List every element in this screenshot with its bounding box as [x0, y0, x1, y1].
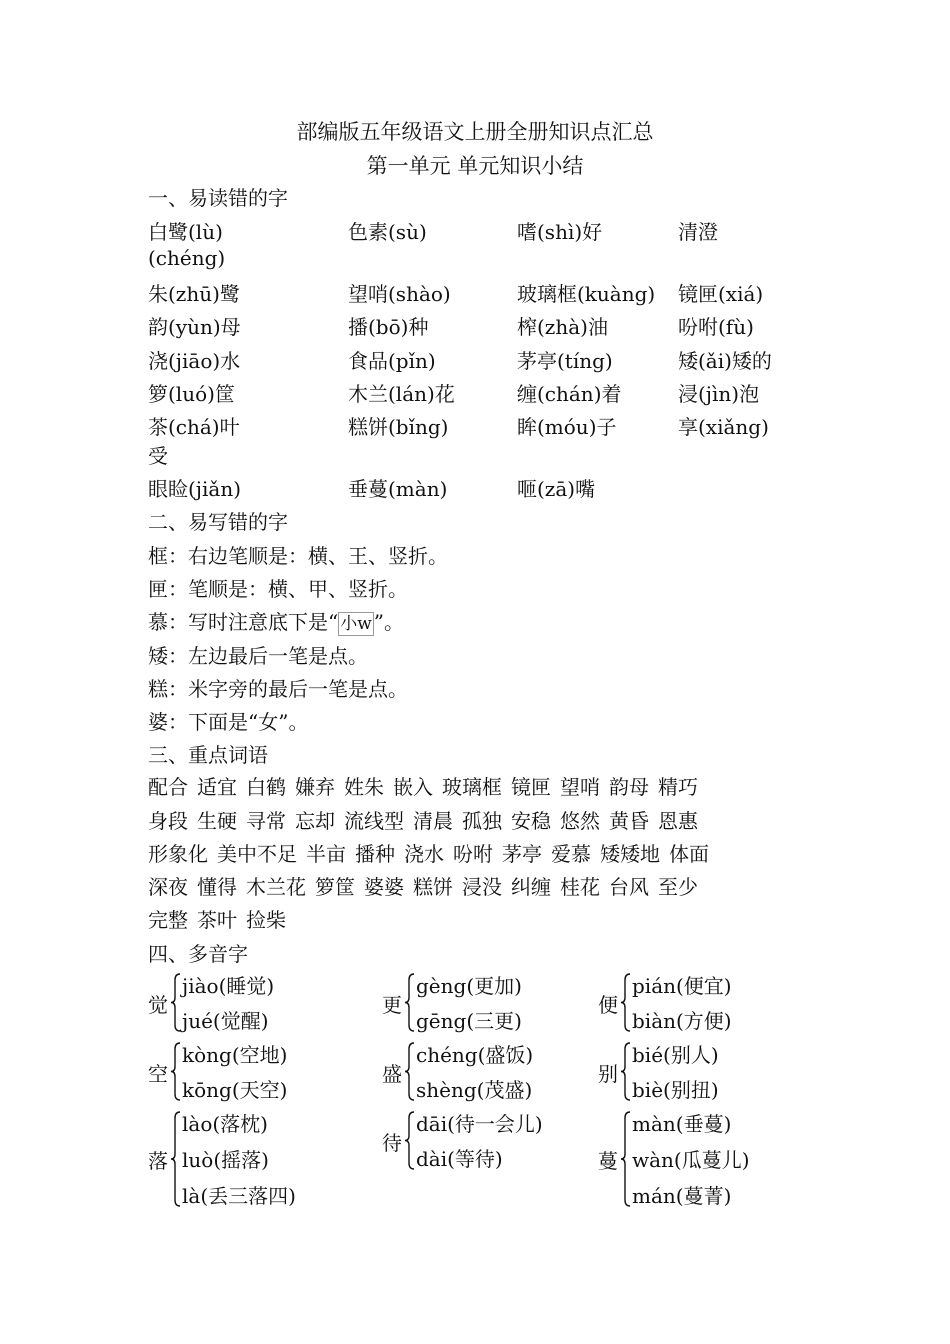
key-words-line: [148, 771, 707, 800]
writing-note: 矮：左边最后一笔是点。: [148, 644, 368, 668]
key-word: 浇水: [404, 842, 444, 866]
brace-icon: [404, 1110, 416, 1171]
brace-icon: [620, 1041, 632, 1102]
reading-item: 享(xiǎng): [678, 415, 769, 439]
writing-note: [148, 606, 404, 636]
polyphone-reading: lào(落枕): [182, 1112, 268, 1136]
brace-icon: [620, 1110, 632, 1208]
polyphone-reading: luò(摇落): [182, 1148, 269, 1172]
reading-item: 望哨(shào): [348, 282, 451, 306]
key-word: 望哨: [560, 775, 600, 799]
reading-item: 韵(yùn)母: [148, 315, 241, 339]
reading-item-wrap: (chéng): [148, 246, 226, 270]
polyphone-reading: màn(垂蔓): [632, 1112, 732, 1136]
polyphone-reading: shèng(茂盛): [416, 1078, 533, 1102]
key-word: 玻璃框: [442, 775, 502, 799]
key-words-line: [148, 838, 718, 867]
key-word: 深夜: [148, 875, 188, 899]
reading-item: 清澄: [678, 220, 718, 244]
key-word: 爱慕: [551, 842, 591, 866]
reading-item: 色素(sù): [348, 220, 427, 244]
polyphone-reading: chéng(盛饭): [416, 1043, 534, 1067]
key-word: 清晨: [413, 809, 453, 833]
key-word: 吩咐: [453, 842, 493, 866]
section-heading-polyphones: 四、多音字: [148, 942, 248, 966]
key-words-line: [148, 805, 707, 834]
key-word: 纠缠: [511, 875, 551, 899]
reading-item: 玻璃框(kuàng): [517, 282, 656, 306]
polyphone-char: 待: [382, 1130, 402, 1155]
key-word: 配合: [148, 775, 188, 799]
reading-item: 镜匣(xiá): [678, 282, 764, 306]
polyphone-reading: biè(别扭): [632, 1078, 719, 1102]
key-word: 悠然: [560, 809, 600, 833]
key-word: 桂花: [560, 875, 600, 899]
polyphone-reading: kòng(空地): [182, 1043, 288, 1067]
polyphone-reading: kōng(天空): [182, 1078, 288, 1102]
key-word: 懂得: [197, 875, 237, 899]
reading-item: 浸(jìn)泡: [678, 382, 760, 406]
writing-note-text: ”。: [373, 610, 405, 634]
polyphone-char: 便: [598, 992, 618, 1017]
key-word: 精巧: [658, 775, 698, 799]
writing-note: 婆：下面是“女”。: [148, 710, 309, 734]
unit-subtitle: 第一单元 单元知识小结: [366, 154, 584, 178]
key-word: 播种: [355, 842, 395, 866]
polyphone-reading: bié(别人): [632, 1043, 719, 1067]
brace-icon: [404, 972, 416, 1033]
reading-item: 眼睑(jiǎn): [148, 477, 242, 501]
key-word: 姓朱: [344, 775, 384, 799]
brace-icon: [170, 1041, 182, 1102]
key-word: 镜匣: [511, 775, 551, 799]
key-word: 糕饼: [413, 875, 453, 899]
writing-note: 糕：米字旁的最后一笔是点。: [148, 677, 408, 701]
polyphone-reading: jué(觉醒): [182, 1009, 269, 1033]
reading-item: 白鹭(lù): [148, 220, 223, 244]
key-word: 婆婆: [364, 875, 404, 899]
key-word: 韵母: [609, 775, 649, 799]
polyphone-reading: dāi(待一会儿): [416, 1112, 543, 1136]
key-word: 美中不足: [217, 842, 297, 866]
reading-item: 嗜(shì)好: [517, 220, 603, 244]
reading-item: 榨(zhà)油: [517, 315, 608, 339]
key-word: 茶叶: [197, 908, 237, 932]
key-word: 半亩: [306, 842, 346, 866]
key-word: 台风: [609, 875, 649, 899]
key-words-line: [148, 904, 295, 933]
key-word: 嫌弃: [295, 775, 335, 799]
polyphone-reading: biàn(方便): [632, 1009, 732, 1033]
key-word: 形象化: [148, 842, 208, 866]
key-word: 嵌入: [393, 775, 433, 799]
key-word: 浸没: [462, 875, 502, 899]
writing-note: 匣：笔顺是：横、甲、竖折。: [148, 577, 408, 601]
polyphone-char: 别: [598, 1061, 618, 1086]
key-words-line: [148, 871, 707, 900]
brace-icon: [170, 1110, 182, 1208]
section-heading-miswritten: 二、易写错的字: [148, 510, 288, 534]
polyphone-char: 蔓: [598, 1149, 618, 1173]
brace-icon: [620, 972, 632, 1033]
key-word: 恩惠: [658, 809, 698, 833]
reading-item: 茶(chá)叶: [148, 415, 240, 439]
reading-item: 播(bō)种: [348, 315, 429, 339]
key-word: 孤独: [462, 809, 502, 833]
writing-note: 框：右边笔顺是：横、王、竖折。: [148, 544, 448, 568]
brace-icon: [170, 972, 182, 1033]
key-word: 箩筐: [315, 875, 355, 899]
polyphone-reading: gèng(更加): [416, 974, 522, 998]
polyphone-char: 落: [148, 1149, 168, 1173]
reading-item: 眸(móu)子: [517, 415, 617, 439]
key-word: 安稳: [511, 809, 551, 833]
key-word: 身段: [148, 809, 188, 833]
key-word: 黄昏: [609, 809, 649, 833]
polyphone-reading: gēng(三更): [416, 1009, 522, 1033]
reading-item: 茅亭(tíng): [517, 349, 613, 373]
key-word: 至少: [658, 875, 698, 899]
key-word: 适宜: [197, 775, 237, 799]
reading-item: 缠(chán)着: [517, 382, 622, 406]
reading-item: 咂(zā)嘴: [517, 477, 596, 501]
reading-item-wrap: 受: [148, 444, 168, 468]
section-heading-key-words: 三、重点词语: [148, 743, 268, 767]
polyphone-reading: dài(等待): [416, 1147, 503, 1171]
key-word: 矮矮地: [600, 842, 660, 866]
section-heading-misread: 一、易读错的字: [148, 186, 288, 210]
reading-item: 垂蔓(màn): [348, 477, 448, 501]
key-word: 茅亭: [502, 842, 542, 866]
reading-item: 食品(pǐn): [348, 349, 436, 373]
key-word: 体面: [669, 842, 709, 866]
brace-icon: [404, 1041, 416, 1102]
polyphone-char: 更: [382, 992, 402, 1017]
key-word: 寻常: [246, 809, 286, 833]
key-word: 完整: [148, 908, 188, 932]
stroke-component-glyph: 小w: [340, 614, 372, 634]
polyphone-char: 觉: [148, 992, 168, 1017]
reading-item: 木兰(lán)花: [348, 382, 455, 406]
polyphone-reading: jiào(睡觉): [182, 974, 275, 998]
polyphone-reading: là(丢三落四): [182, 1184, 296, 1208]
polyphone-reading: wàn(瓜蔓儿): [632, 1148, 750, 1172]
key-word: 流线型: [344, 809, 404, 833]
polyphone-reading: mán(蔓菁): [632, 1184, 732, 1208]
reading-item: 矮(ǎi)矮的: [678, 349, 772, 373]
key-word: 白鹤: [246, 775, 286, 799]
polyphone-char: 空: [148, 1061, 168, 1086]
reading-item: 糕饼(bǐng): [348, 415, 449, 439]
document-title: 部编版五年级语文上册全册知识点汇总: [296, 120, 654, 144]
writing-note-text: 慕：写时注意底下是“: [148, 610, 339, 634]
key-word: 木兰花: [246, 875, 306, 899]
reading-item: 箩(luó)筐: [148, 382, 235, 406]
key-word: 忘却: [295, 809, 335, 833]
reading-item: 浇(jiāo)水: [148, 349, 241, 373]
reading-item: 朱(zhū)鹭: [148, 282, 240, 306]
polyphone-reading: pián(便宜): [632, 974, 732, 998]
key-word: 生硬: [197, 809, 237, 833]
key-word: 捡柴: [246, 908, 286, 932]
polyphone-char: 盛: [382, 1061, 402, 1086]
reading-item: 吩咐(fù): [678, 315, 754, 339]
